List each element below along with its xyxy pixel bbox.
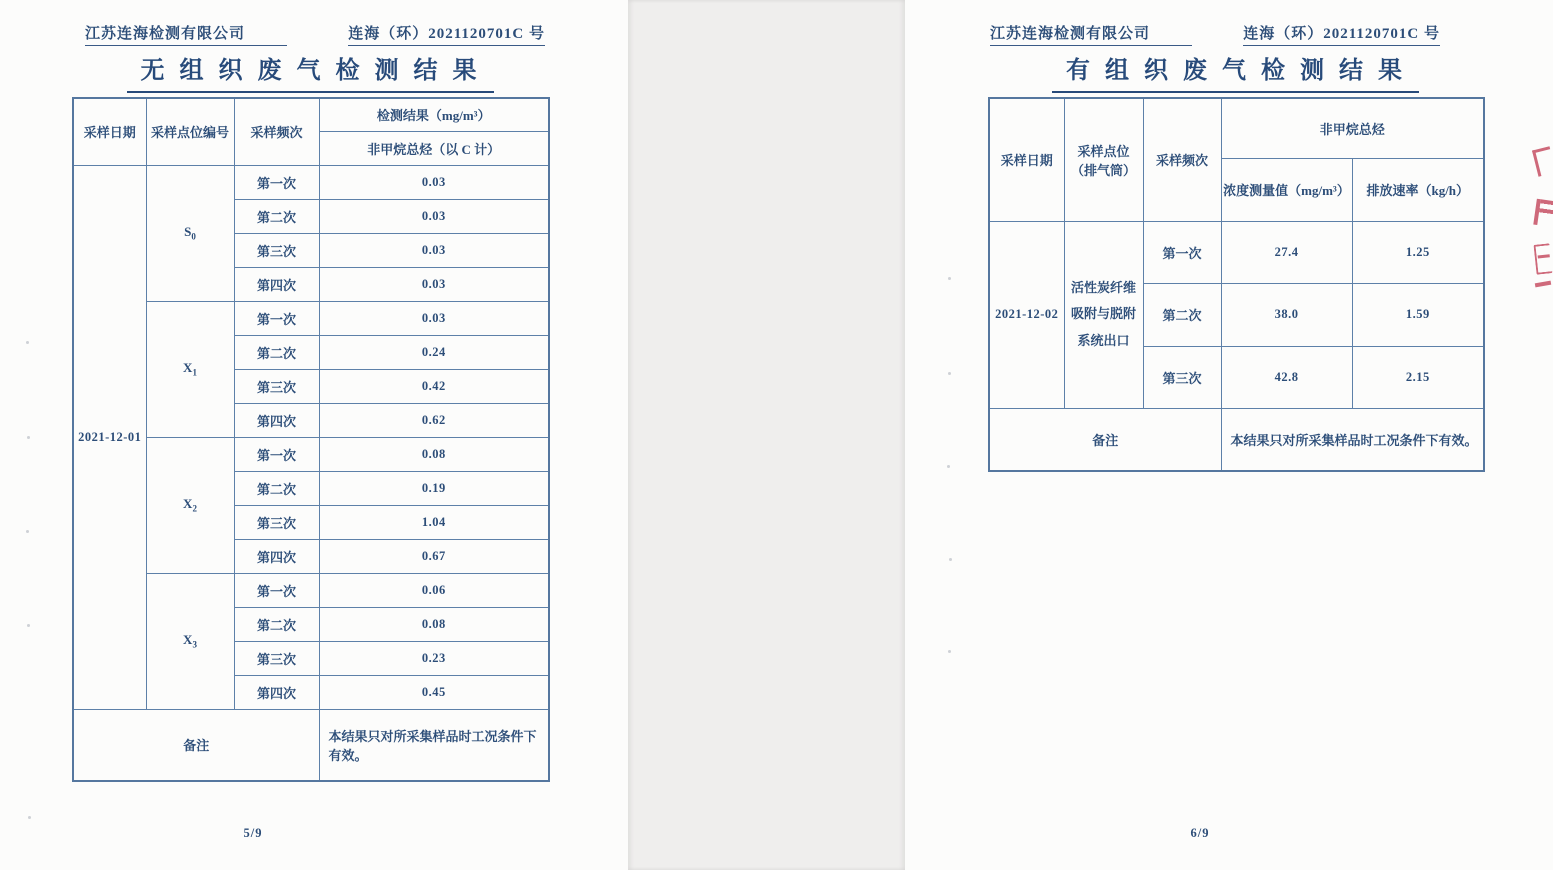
result-cell: 0.06 — [319, 573, 549, 607]
rate-cell: 2.15 — [1352, 346, 1484, 408]
result-cell: 0.08 — [319, 437, 549, 471]
frequency-cell: 第一次 — [234, 437, 319, 471]
concentration-cell: 27.4 — [1221, 221, 1352, 283]
frequency-cell: 第三次 — [234, 369, 319, 403]
sample-date-cell: 2021-12-01 — [73, 165, 146, 709]
fugitive-emissions-results-table — [72, 97, 550, 782]
column-header-result: 检测结果（mg/m³） — [319, 98, 549, 131]
result-cell: 0.03 — [319, 301, 549, 335]
result-cell: 0.24 — [319, 335, 549, 369]
point-id-sub: 2 — [192, 503, 197, 514]
frequency-cell: 第一次 — [1143, 221, 1221, 283]
frequency-cell: 第三次 — [234, 233, 319, 267]
page-header — [990, 22, 1440, 46]
result-cell: 0.45 — [319, 675, 549, 709]
table-row — [989, 221, 1484, 283]
note-text: 本结果只对所采集样品时工况条件下有效。 — [319, 709, 549, 781]
page-title-wrap — [72, 50, 548, 93]
concentration-cell: 38.0 — [1221, 283, 1352, 346]
result-cell: 1.04 — [319, 505, 549, 539]
scan-speck — [27, 624, 30, 627]
page-title: 无组织废气检测结果 — [127, 50, 494, 93]
frequency-cell: 第四次 — [234, 675, 319, 709]
result-cell: 0.23 — [319, 641, 549, 675]
point-id-sub: 0 — [191, 231, 196, 242]
page-title-wrap — [988, 50, 1483, 93]
company-name: 江苏连海检测有限公司 — [85, 22, 287, 46]
frequency-cell: 第二次 — [234, 335, 319, 369]
point-id-sub: 3 — [192, 639, 197, 650]
concentration-cell: 42.8 — [1221, 346, 1352, 408]
point-id-sub: 1 — [192, 367, 197, 378]
page-title: 有组织废气检测结果 — [1052, 50, 1419, 93]
scan-speck — [28, 816, 31, 819]
scan-speck — [27, 436, 30, 439]
red-stamp-fragment — [1535, 281, 1551, 288]
frequency-cell: 第三次 — [234, 641, 319, 675]
page-number: 6/9 — [1190, 826, 1210, 840]
note-row — [73, 709, 549, 781]
point-line1: 活性炭纤维 — [1070, 279, 1136, 295]
column-header-date: 采样日期 — [73, 98, 146, 165]
frequency-cell: 第二次 — [234, 607, 319, 641]
note-label: 备注 — [989, 408, 1221, 471]
scan-speck — [948, 372, 951, 375]
report-number: 连海（环）2021120701C 号 — [348, 22, 545, 46]
frequency-cell: 第四次 — [234, 267, 319, 301]
red-stamp-fragment — [1533, 243, 1552, 275]
frequency-cell: 第二次 — [1143, 283, 1221, 346]
note-label: 备注 — [73, 709, 319, 781]
scan-speck — [26, 341, 29, 344]
frequency-cell: 第三次 — [1143, 346, 1221, 408]
column-header-concentration: 浓度测量值（mg/m³） — [1221, 158, 1352, 221]
note-row — [989, 408, 1484, 471]
result-cell: 0.03 — [319, 267, 549, 301]
table-row — [73, 165, 549, 199]
point-id: X — [183, 496, 193, 512]
frequency-cell: 第四次 — [234, 539, 319, 573]
column-header-frequency: 采样频次 — [1143, 98, 1221, 221]
result-cell: 0.08 — [319, 607, 549, 641]
column-header-parameter-group: 非甲烷总烃 — [1221, 98, 1484, 158]
scan-speck — [949, 558, 952, 561]
point-line2: 吸附与脱附 — [1070, 306, 1136, 322]
sample-point-cell — [146, 301, 234, 437]
sample-point-cell — [146, 573, 234, 709]
point-id: X — [183, 360, 193, 376]
scan-speck — [26, 530, 29, 533]
column-header-point-line1: 采样点位 — [1077, 143, 1130, 159]
red-stamp-clipped — [1532, 142, 1553, 300]
frequency-cell: 第一次 — [234, 573, 319, 607]
sample-point-cell — [146, 165, 234, 301]
result-cell: 0.03 — [319, 165, 549, 199]
sample-date-cell: 2021-12-02 — [989, 221, 1064, 408]
column-header-point-line2: （排气筒） — [1070, 162, 1136, 178]
report-number: 连海（环）2021120701C 号 — [1243, 22, 1440, 46]
result-cell: 0.03 — [319, 233, 549, 267]
document-page-right — [905, 0, 1553, 870]
column-header-frequency: 采样频次 — [234, 98, 319, 165]
scan-speck — [947, 465, 950, 468]
stack-emissions-results-table — [988, 97, 1485, 472]
page-number: 5/9 — [243, 826, 263, 840]
sample-point-cell — [146, 437, 234, 573]
sample-point-cell — [1064, 221, 1143, 408]
document-page-left — [0, 0, 628, 870]
column-header-point: 采样点位编号 — [146, 98, 234, 165]
point-line3: 系统出口 — [1077, 332, 1130, 348]
result-cell: 0.42 — [319, 369, 549, 403]
result-cell: 0.67 — [319, 539, 549, 573]
frequency-cell: 第三次 — [234, 505, 319, 539]
frequency-cell: 第一次 — [234, 301, 319, 335]
point-id: X — [183, 632, 193, 648]
result-cell: 0.62 — [319, 403, 549, 437]
frequency-cell: 第一次 — [234, 165, 319, 199]
scan-speck — [948, 650, 951, 653]
column-header-date: 采样日期 — [989, 98, 1064, 221]
page-header — [85, 22, 545, 46]
page-gap — [628, 0, 905, 870]
column-header-result-parameter: 非甲烷总烃（以 C 计） — [319, 131, 549, 165]
frequency-cell: 第四次 — [234, 403, 319, 437]
scan-speck — [948, 277, 951, 280]
column-header-point — [1064, 98, 1143, 221]
point-id: S — [184, 224, 192, 240]
rate-cell: 1.25 — [1352, 221, 1484, 283]
note-text: 本结果只对所采集样品时工况条件下有效。 — [1221, 408, 1484, 471]
frequency-cell: 第二次 — [234, 199, 319, 233]
column-header-emission-rate: 排放速率（kg/h） — [1352, 158, 1484, 221]
frequency-cell: 第二次 — [234, 471, 319, 505]
rate-cell: 1.59 — [1352, 283, 1484, 346]
red-stamp-fragment — [1533, 199, 1553, 228]
red-stamp-fragment — [1532, 146, 1553, 177]
result-cell: 0.19 — [319, 471, 549, 505]
result-cell: 0.03 — [319, 199, 549, 233]
company-name: 江苏连海检测有限公司 — [990, 22, 1192, 46]
